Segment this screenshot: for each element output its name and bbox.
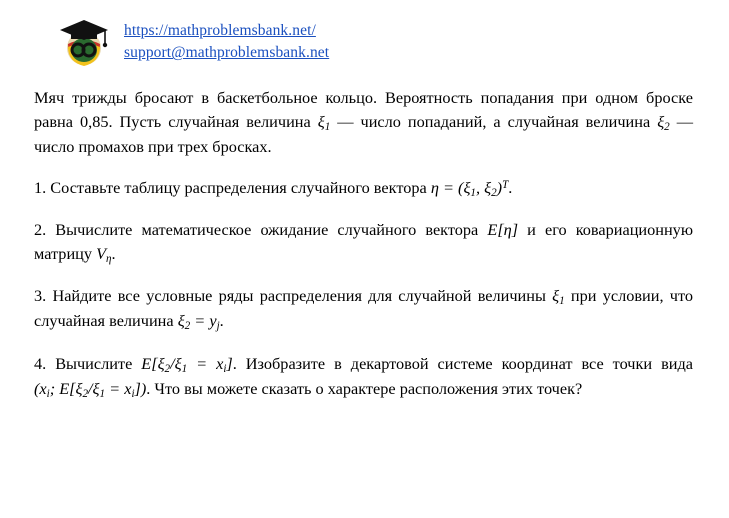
variable-xi-1: $\xi_1$ [317, 111, 331, 133]
task-text-end: . [111, 243, 116, 263]
task-item-3 [34, 284, 693, 335]
task-number: 2. [34, 220, 47, 240]
task-text-end: . Что вы можете сказать о характере расположения этих точек? [146, 378, 583, 398]
task-text-end: . [508, 177, 513, 197]
task-item-1 [34, 176, 693, 201]
task-item-4 [34, 352, 693, 403]
task-number: 3. [34, 286, 47, 306]
problem-statement-part2: — число попаданий, а случайная величина [330, 111, 658, 131]
document-header [30, 14, 699, 68]
task-number: 4. [34, 353, 47, 373]
formula-eta-vector: $\eta = (\xi_1$, $\xi_2)^T$ [430, 177, 509, 199]
formula-conditional-expectation: $E[\xi_2/\xi_1 = x_i]$ [141, 353, 233, 375]
formula-covariance-matrix: $V_\eta$ [96, 243, 112, 265]
mathproblemsbank-graduation-cap-logo [58, 14, 110, 68]
formula-point-pair: ($x_i$; $E[\xi_2/\xi_1 = x_i]$) [34, 378, 147, 401]
problem-statement-part3: — число промахов при трех бросках. [34, 111, 693, 157]
task-text-mid: при условии, что случайная величина [34, 286, 693, 331]
task-text-end: . [219, 311, 224, 331]
formula-xi-1: $\xi_1$ [552, 286, 565, 308]
task-text: Вычислите [46, 353, 142, 373]
support-email-link[interactable]: support@mathproblemsbank.net [124, 44, 330, 62]
website-link[interactable]: https://mathproblemsbank.net/ [124, 22, 316, 39]
task-text: Найдите все условные ряды распределения для случайной величины [46, 286, 553, 306]
problem-statement [34, 86, 693, 159]
task-text-mid: и его ковариационную матрицу [34, 220, 693, 263]
task-item-2 [34, 218, 693, 267]
variable-xi-2: $\xi_2$ [657, 111, 670, 133]
task-number: 1. [34, 177, 47, 197]
task-text-mid: . Изобразите в декартовой системе координат все точки вида [232, 353, 694, 373]
task-text: Вычислите математическое ожидание случайного вектора [46, 220, 488, 240]
formula-expectation-eta: E[η] [487, 220, 519, 240]
problem-statement-part1: Мяч трижды бросают в баскетбольное кольцо. Вероятность попадания при одном броске равна 0,85. Пусть случайная величина [34, 88, 693, 131]
document-body [30, 86, 699, 402]
task-text: Составьте таблицу распределения случайного вектора [46, 177, 431, 197]
formula-xi-2-equals-yj: $\xi_2 = y_j$ [177, 311, 220, 333]
contact-links [124, 14, 329, 65]
